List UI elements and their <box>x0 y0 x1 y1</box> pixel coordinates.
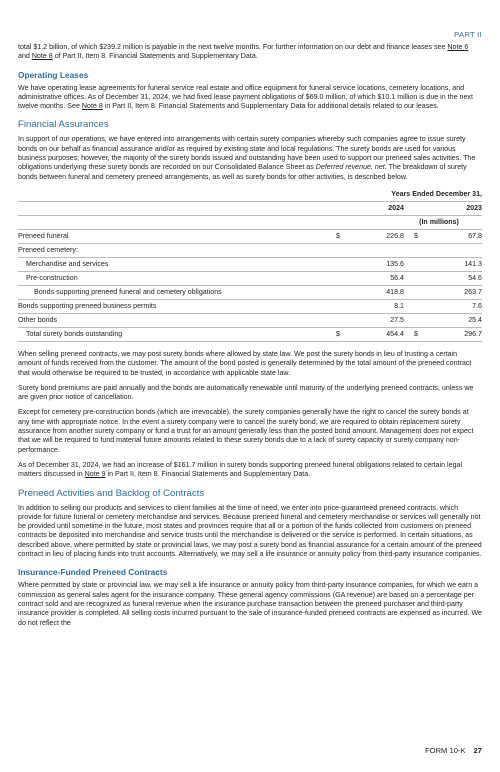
row-value-2023: 54.6 <box>426 271 482 285</box>
intro-text: total $1.2 billion, of which $239.2 million is payable in the next twelve months. For further information on our debt and finance leases see <box>18 43 448 51</box>
page-footer <box>425 746 482 755</box>
row-currency-2024 <box>336 285 348 299</box>
form-label: FORM 10-K <box>425 746 466 755</box>
row-value-2024: 418.8 <box>348 285 404 299</box>
table-row <box>18 271 482 285</box>
years-ended-header: Years Ended December 31, <box>336 188 482 202</box>
row-currency-2023 <box>404 285 426 299</box>
insurance-funded-paragraph: Where permitted by state or provincial law, we may sell a life insurance or annuity policy from third-party insurance companies, for which we earn a commission as general sales agent for the insurance company. These general agency commissions (GA revenue) are based on a percentage per contract sold and are recognized as funeral revenue when the insurance purchase transaction between the preneed purchaser and third-party insurance provider is completed. All selling costs incurred pursuant to the sale of insurance-funded preneed contracts are expensed as incurred. We do not reflect the <box>18 581 482 627</box>
row-value-2024: 8.1 <box>348 299 404 313</box>
operating-leases-heading: Operating Leases <box>18 69 89 80</box>
intro-text-end: of Part II, Item 8. Financial Statements and Supplementary Data. <box>52 52 258 61</box>
row-label: Other bonds <box>18 313 336 327</box>
after-table-paragraph-4 <box>18 461 482 480</box>
row-value-2023: 7.6 <box>426 299 482 313</box>
operating-leases-paragraph <box>18 84 482 112</box>
part-label: PART II <box>454 30 482 39</box>
row-currency-2023 <box>404 257 426 271</box>
operating-leases-note-link[interactable]: Note 8 <box>81 102 103 111</box>
row-label: Total surety bonds outstanding <box>18 327 336 341</box>
financial-assurances-text-end: . The breakdown of surety bonds between funeral and cemetery preneed arrangements, as well as surety bonds for other activities, is described below. <box>18 163 467 181</box>
after-table-text: As of December 31, 2024, we had an increase of $161.7 million in surety bonds supporting preneed funeral obligations related to certain legal matters discussed in <box>18 460 463 479</box>
operating-leases-text-end: in Part II, Item 8. Financial Statements and Supplementary Data for additional details related to our leases. <box>102 102 439 111</box>
row-currency-2023 <box>404 299 426 313</box>
table-group-header-row <box>18 188 482 202</box>
table-row <box>18 257 482 271</box>
row-currency-2023: $ <box>404 229 426 243</box>
col-2023-header: 2023 <box>404 201 482 215</box>
after-table-paragraph-1: When selling preneed contracts, we may post surety bonds where allowed by state law. We post the surety bonds in lieu of trusting a certain amount of funds received from the customer. The amount of the bond posted is generally determined by the total amount of the preneed contract that would otherwise be required to be trusted, in accordance with applicable state law. <box>18 349 472 377</box>
operating-leases-text: We have operating lease agreements for funeral service real estate and office equipment for funeral service locations, cemetery locations, and administrative offices. As of December 31, 2024, we had fixed lease payment obligations of $69.0 million, of which $10.1 million is due in the next twelve months. See <box>18 83 473 111</box>
note-6-link[interactable]: Note 6 <box>447 43 469 51</box>
row-currency-2024 <box>336 271 348 285</box>
row-value-2023: 25.4 <box>426 313 482 327</box>
row-currency-2023: $ <box>404 327 426 341</box>
row-label: Preneed cemetery: <box>18 243 336 257</box>
table-row <box>18 229 482 243</box>
row-value-2024: 135.6 <box>348 257 404 271</box>
intro-paragraph <box>18 43 482 62</box>
table-body <box>18 229 482 341</box>
content <box>18 43 482 634</box>
row-currency-2023 <box>404 313 426 327</box>
row-currency-2024: $ <box>336 327 348 341</box>
units-header: (In millions) <box>336 215 482 229</box>
surety-bonds-table <box>18 188 482 342</box>
row-label: Bonds supporting preneed funeral and cemetery obligations <box>18 285 336 299</box>
preneed-paragraph: In addition to selling our products and services to client families at the time of need, we enter into price-guaranteed preneed contracts, which provide for future funeral or cemetery merchandise and services. Because preneed funeral and cemetery merchandise or services will generally not be provided until sometime in the future, most states and provinces require that all or a portion of the funds collected from customers on preneed contracts be deposited into merchandise and service trusts until the merchandise is delivered or the service is performed. In certain situations, as described above, where permitted by state or provincial laws, we may post a surety bond as financial assurance for a certain amount of the preneed contract in lieu of placing funds into trust accounts. Alternatively, we may sell a life insurance or annuity policy from third-party insurance companies. <box>18 503 482 559</box>
deferred-revenue-term: Deferred revenue, net <box>315 163 385 172</box>
row-currency-2024: $ <box>336 229 348 243</box>
financial-assurances-paragraph <box>18 135 482 181</box>
financial-assurances-text: In support of our operations, we have entered into arrangements with certain surety companies whereby such companies agree to issue surety bonds on our behalf as financial assurance and/or as required by existing state and local regulations. The surety bonds are used for various business purposes; however, the majority of the surety bonds issued and outstanding have been used to support our preneed sales activities. The obligations underlying these surety bonds are recorded on our Consolidated Balance Sheet as <box>18 135 476 172</box>
row-label: Merchandise and services <box>18 257 336 271</box>
row-label: Preneed funeral <box>18 229 336 243</box>
row-value-2023: 263.7 <box>426 285 482 299</box>
table-row <box>18 327 482 341</box>
table-row <box>18 313 482 327</box>
table-row <box>18 243 482 257</box>
row-value-2023: 141.3 <box>426 257 482 271</box>
page-number: 27 <box>473 746 482 755</box>
row-value-2023 <box>426 243 482 257</box>
table-year-header-row <box>18 201 482 215</box>
table-row <box>18 299 482 313</box>
after-table-paragraph-3: Except for cemetery pre-construction bonds (which are irrevocable), the surety companies generally have the right to cancel the surety bonds at any time with appropriate notice. In the event a surety company were to cancel the surety bond, we are required to obtain replacement surety assurance from another surety company or fund a trust for an amount generally less than the posted bond amount. Management does not expect that we will be required to fund material future amounts related to these surety bonds due to a lack of surety capacity or surety company non-performance. <box>18 408 474 454</box>
note-8-link[interactable]: Note 8 <box>31 52 53 61</box>
col-2024-header: 2024 <box>336 201 404 215</box>
table-units-row <box>18 215 482 229</box>
row-label: Bonds supporting preneed business permits <box>18 299 336 313</box>
row-currency-2024 <box>336 313 348 327</box>
note-9-link[interactable]: Note 9 <box>84 470 106 479</box>
row-currency-2024 <box>336 257 348 271</box>
row-currency-2024 <box>336 299 348 313</box>
row-value-2024: 226.8 <box>348 229 404 243</box>
row-value-2024: 27.5 <box>348 313 404 327</box>
row-value-2024: 454.4 <box>348 327 404 341</box>
financial-assurances-heading: Financial Assurances <box>18 119 109 131</box>
row-currency-2023 <box>404 243 426 257</box>
table-row <box>18 285 482 299</box>
row-value-2023: 67.8 <box>426 229 482 243</box>
row-label: Pre-construction <box>18 271 336 285</box>
row-value-2024: 56.4 <box>348 271 404 285</box>
after-table-text-end: in Part II, Item 8. Financial Statements and Supplementary Data. <box>105 470 311 479</box>
row-value-2024 <box>348 243 404 257</box>
row-currency-2023 <box>404 271 426 285</box>
intro-mid: and <box>18 52 32 61</box>
insurance-funded-heading: Insurance-Funded Preneed Contracts <box>18 567 168 578</box>
after-table-paragraph-2: Surety bond premiums are paid annually and the bonds are automatically renewable until maturity of the underlying preneed contracts, unless we are given prior notice of cancellation. <box>18 383 474 402</box>
preneed-heading: Preneed Activities and Backlog of Contracts <box>18 487 205 499</box>
row-currency-2024 <box>336 243 348 257</box>
row-value-2023: 296.7 <box>426 327 482 341</box>
